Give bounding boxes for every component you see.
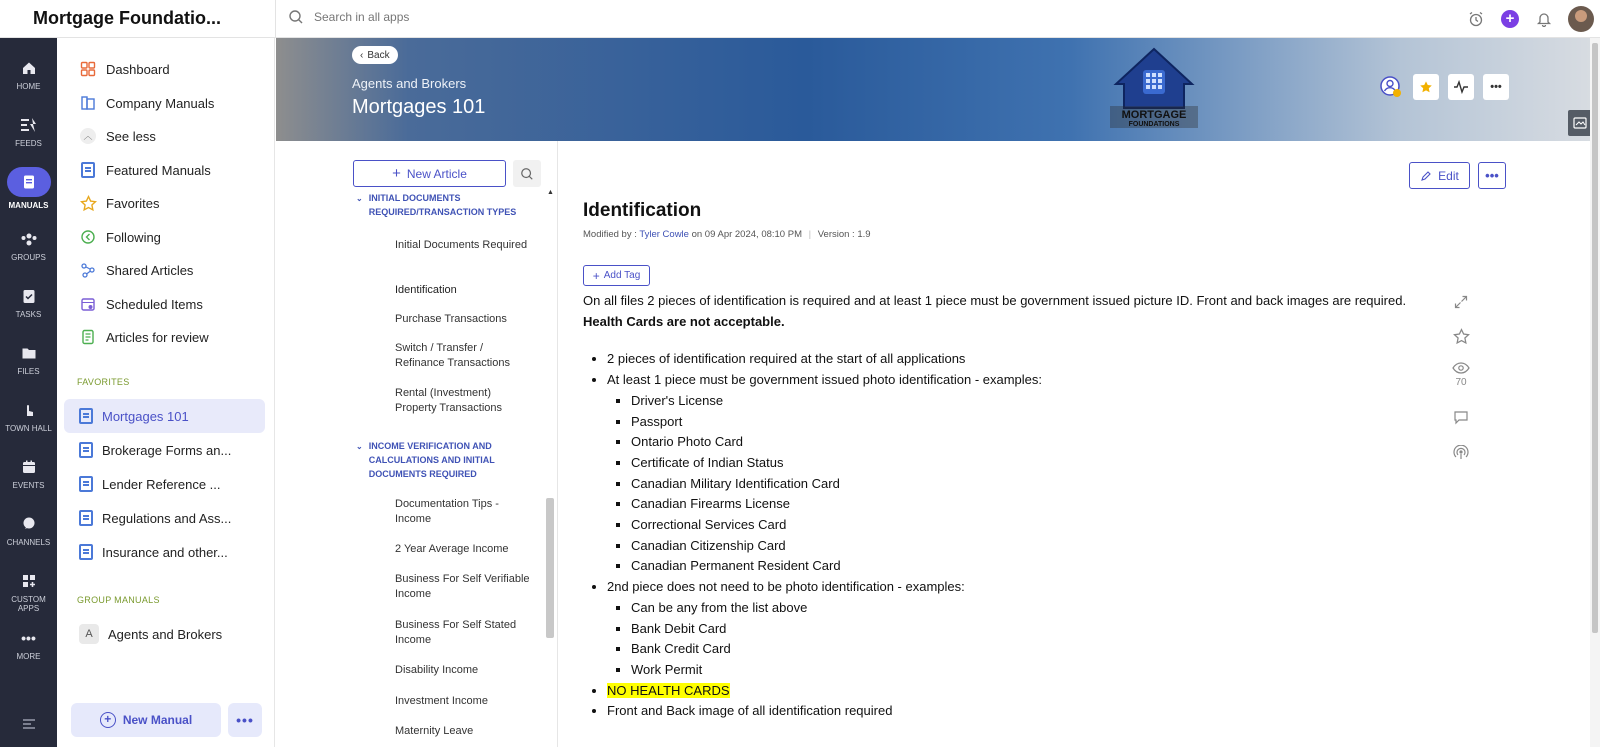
alarm-icon[interactable]: [1466, 9, 1486, 29]
sidebar-item-label: Dashboard: [106, 61, 170, 77]
book-icon: [79, 544, 93, 560]
collapse-icon: [19, 714, 39, 734]
list-item: ▪ Ontario Photo Card: [631, 432, 1453, 453]
list-item: ▪ Bank Credit Card: [631, 639, 1453, 660]
manuals-icon: [7, 167, 51, 197]
rail-channels[interactable]: [0, 514, 57, 547]
rail-label: GROUPS: [11, 253, 46, 262]
list-item-text: 2nd piece does not need to be photo identification - examples:: [607, 579, 965, 595]
favorite-star-button[interactable]: [1413, 74, 1439, 100]
intro-text: [583, 291, 1453, 332]
share-icon: [79, 261, 97, 279]
groups-icon: [19, 229, 39, 249]
favorite-label: Brokerage Forms an...: [102, 442, 232, 458]
favorite-label: Insurance and other...: [102, 544, 228, 560]
toc-article[interactable]: Switch / Transfer / Refinance Transactions: [395, 342, 510, 369]
favorite-label: Regulations and Ass...: [102, 510, 232, 526]
rail-home[interactable]: [0, 58, 57, 91]
chevron-down-icon: ⌄: [356, 442, 363, 451]
toc-search-button[interactable]: [513, 160, 541, 187]
list-item: [607, 577, 1453, 681]
banner-subtitle: Agents and Brokers: [352, 76, 467, 91]
more-icon: •••: [21, 630, 36, 646]
sidebar-see-less[interactable]: [79, 124, 156, 148]
sidebar-item-label: Featured Manuals: [106, 162, 211, 178]
sidebar-item-following[interactable]: [79, 225, 161, 249]
new-manual-button[interactable]: [71, 703, 221, 737]
search-icon: [288, 9, 304, 25]
toc-section-title: INCOME VERIFICATION AND CALCULATIONS AND INITIAL DOCUMENTS REQUIRED: [368, 441, 495, 479]
sidebar-item-featured-manuals[interactable]: [79, 158, 211, 182]
activity-button[interactable]: [1448, 74, 1474, 100]
rail-label: CHANNELS: [6, 538, 51, 547]
favorites-header: FAVORITES: [77, 377, 130, 387]
sidebar-item-label: Company Manuals: [106, 95, 215, 111]
edit-label: Edit: [1438, 168, 1459, 183]
book-icon: [79, 408, 93, 424]
toc-article[interactable]: Documentation Tips - Income: [395, 498, 499, 525]
hand-icon: [19, 400, 39, 420]
scroll-up-arrow-icon[interactable]: ▲: [547, 189, 554, 196]
list-item-text: At least 1 piece must be government issued photo identification - examples:: [607, 372, 1043, 388]
list-item: ▪ Correctional Services Card: [631, 515, 1453, 536]
sidebar-item-label: Favorites: [106, 195, 160, 211]
rail-label: MANUALS: [8, 201, 49, 210]
list-item: ▪ Passport: [631, 412, 1453, 433]
scrollbar-thumb[interactable]: [1592, 43, 1598, 633]
rail-more[interactable]: [0, 628, 57, 661]
list-item: ▪ Bank Debit Card: [631, 619, 1453, 640]
chevron-up-icon: ︿: [79, 127, 97, 145]
add-tag-button[interactable]: [583, 265, 650, 286]
rail-manuals[interactable]: [0, 167, 57, 210]
rail-label: MORE: [16, 652, 41, 661]
group-letter-badge: A: [79, 624, 99, 644]
intro-bold: Health Cards are not acceptable.: [583, 313, 785, 329]
author-link[interactable]: Tyler Cowle: [639, 229, 689, 240]
plus-icon[interactable]: +: [1500, 9, 1520, 29]
user-status-icon[interactable]: [1378, 74, 1404, 100]
home-icon: [19, 58, 39, 78]
rail-events[interactable]: [0, 457, 57, 490]
group-label: Agents and Brokers: [108, 626, 223, 642]
org-title[interactable]: Mortgage Foundatio...: [33, 8, 221, 28]
meta-version: Version : 1.9: [817, 229, 871, 240]
list-item: ▪ Canadian Military Identification Card: [631, 474, 1453, 495]
new-article-button[interactable]: [353, 160, 506, 187]
book-icon: [79, 442, 93, 458]
views-counter: [1446, 362, 1476, 388]
plus-icon: +: [592, 268, 600, 283]
intro-sentence: On all files 2 pieces of identification is required and at least 1 piece must be government issued picture ID. Front and back images are required.: [583, 293, 1407, 308]
chevron-left-icon: ‹: [360, 49, 364, 61]
plus-icon: +: [100, 712, 116, 728]
banner-edit-image-button[interactable]: [1568, 110, 1592, 136]
global-search[interactable]: [288, 9, 409, 25]
eye-icon: [1452, 362, 1470, 374]
svg-text:MORTGAGE: MORTGAGE: [1121, 109, 1187, 121]
rail-label: FILES: [17, 367, 40, 376]
favorite-mortgages-101[interactable]: [64, 399, 265, 433]
rail-label: HOME: [16, 82, 41, 91]
rail-feeds[interactable]: [0, 115, 57, 148]
favorite-label: Mortgages 101: [102, 408, 189, 424]
following-icon: [79, 228, 97, 246]
search-placeholder: Search in all apps: [314, 10, 410, 24]
star-icon[interactable]: [1446, 328, 1476, 345]
podcast-icon[interactable]: [1446, 445, 1476, 461]
group-agents-and-brokers[interactable]: [64, 617, 265, 651]
search-icon: [520, 167, 534, 181]
pencil-icon: [1420, 170, 1432, 182]
article-pane: [559, 141, 1600, 747]
calendar-icon: [19, 457, 39, 477]
app-rail: [0, 38, 57, 747]
meta-prefix: Modified by :: [583, 229, 640, 240]
chevron-down-icon: ⌄: [356, 194, 363, 203]
scheduled-icon: [79, 295, 97, 313]
toc-article[interactable]: Purchase Transactions: [395, 313, 507, 325]
book-icon: [79, 476, 93, 492]
edit-button[interactable]: [1409, 162, 1470, 189]
article-meta: [583, 229, 871, 240]
review-icon: [79, 328, 97, 346]
rail-label: CUSTOM APPS: [11, 595, 46, 613]
toc-section-title: INITIAL DOCUMENTS REQUIRED/TRANSACTION TYPES: [368, 193, 517, 217]
list-item: ▪ Canadian Citizenship Card: [631, 536, 1453, 557]
sidebar-item-label: Articles for review: [106, 329, 209, 345]
add-tag-label: Add Tag: [603, 270, 641, 281]
list-item: ▪ Canadian Permanent Resident Card: [631, 556, 1453, 577]
toc-article[interactable]: Business For Self Stated Income: [395, 619, 517, 646]
banner-actions: [1378, 74, 1509, 100]
page-scrollbar[interactable]: [1590, 38, 1600, 747]
toc-article-active[interactable]: Identification: [395, 284, 457, 296]
rail-label: TOWN HALL: [5, 424, 52, 433]
banner-title: Mortgages 101: [352, 96, 486, 118]
rail-custom-apps[interactable]: [0, 571, 57, 613]
manuals-sidebar: [57, 38, 275, 747]
top-bar: [0, 0, 1600, 38]
toc-section-initial-documents[interactable]: [356, 191, 531, 219]
toc-article[interactable]: Initial Documents Required: [395, 239, 528, 251]
book-icon: [79, 510, 93, 526]
article-body: [583, 291, 1453, 722]
sidebar-item-shared-articles[interactable]: [79, 258, 193, 282]
list-item: • Front and Back image of all identification required: [607, 701, 1453, 722]
sidebar-item-label: See less: [106, 128, 156, 144]
plus-icon: +: [392, 165, 401, 182]
article-toc: [276, 141, 558, 747]
list-item: ▪ Can be any from the list above: [631, 598, 1453, 619]
article-more-button[interactable]: •••: [1478, 162, 1506, 189]
meta-separator: |: [808, 229, 812, 240]
meta-date: on 09 Apr 2024, 08:10 PM: [688, 229, 802, 240]
sidebar-item-articles-for-review[interactable]: [79, 325, 209, 349]
star-icon: [79, 194, 97, 212]
sub-list: [607, 391, 1453, 577]
sidebar-item-label: Shared Articles: [106, 262, 194, 278]
sidebar-item-scheduled-items[interactable]: [79, 292, 203, 316]
dashboard-icon: [79, 60, 97, 78]
top-icons: [1466, 0, 1600, 38]
list-item: ▪ Work Permit: [631, 660, 1453, 681]
favorite-label: Lender Reference ...: [102, 476, 221, 492]
toc-section-income-verification[interactable]: [356, 439, 531, 481]
mortgage-foundations-logo: [1104, 46, 1204, 128]
new-article-label: New Article: [406, 166, 467, 181]
rail-townhall[interactable]: [0, 400, 57, 433]
toc-article[interactable]: 2 Year Average Income: [395, 543, 509, 555]
article-title: Identification: [583, 200, 702, 221]
favorite-regulations[interactable]: [64, 501, 265, 535]
rail-groups[interactable]: [0, 229, 57, 262]
list-item: • 2 pieces of identification required at the start of all applications: [607, 349, 1453, 370]
new-manual-label: New Manual: [122, 713, 193, 727]
rail-label: EVENTS: [12, 481, 45, 490]
toc-article[interactable]: Investment Income: [395, 695, 488, 707]
feeds-icon: [19, 115, 39, 135]
channels-icon: [19, 514, 39, 534]
rail-tasks[interactable]: [0, 286, 57, 319]
toc-article[interactable]: Rental (Investment) Property Transactions: [395, 387, 502, 414]
back-button[interactable]: [352, 46, 398, 64]
list-item: [607, 681, 1453, 702]
book-icon: [79, 161, 97, 179]
manual-banner: [276, 38, 1600, 141]
sidebar-item-label: Following: [106, 229, 161, 245]
list-item: ▪ Driver's License: [631, 391, 1453, 412]
rail-label: FEEDS: [15, 139, 42, 148]
list-item: ▪ Canadian Firearms License: [631, 494, 1453, 515]
rail-files[interactable]: [0, 343, 57, 376]
avatar[interactable]: [1568, 6, 1594, 32]
tasks-icon: [19, 286, 39, 306]
toc-article[interactable]: Business For Self Verifiable Income: [395, 573, 530, 600]
bell-icon[interactable]: [1534, 9, 1554, 29]
company-manuals-icon: [79, 94, 97, 112]
highlighted-warning: NO HEALTH CARDS: [607, 682, 730, 698]
toc-scrollbar[interactable]: [546, 498, 554, 638]
sidebar-item-company-manuals[interactable]: [79, 91, 214, 115]
collapse-rail-button[interactable]: [0, 714, 57, 738]
apps-icon: [19, 571, 39, 591]
banner-more-button[interactable]: •••: [1483, 74, 1509, 100]
comment-icon[interactable]: [1446, 409, 1476, 425]
requirements-list: [583, 349, 1453, 722]
favorite-insurance[interactable]: [64, 535, 265, 569]
favorite-lender-reference[interactable]: [64, 467, 265, 501]
folder-icon: [19, 343, 39, 363]
group-manuals-header: GROUP MANUALS: [77, 595, 160, 605]
list-item: [607, 370, 1453, 577]
favorite-brokerage-forms[interactable]: [64, 433, 265, 467]
svg-text:FOUNDATIONS: FOUNDATIONS: [1128, 121, 1180, 128]
sidebar-item-label: Scheduled Items: [106, 296, 203, 312]
back-label: Back: [367, 49, 390, 61]
sidebar-more-button[interactable]: •••: [228, 703, 262, 737]
sub-list: [607, 598, 1453, 681]
expand-icon[interactable]: [1446, 294, 1476, 310]
divider: [275, 0, 276, 38]
list-item: ▪ Certificate of Indian Status: [631, 453, 1453, 474]
toc-article[interactable]: Disability Income: [395, 664, 479, 676]
views-count: 70: [1455, 377, 1467, 388]
sidebar-item-dashboard[interactable]: [79, 57, 170, 81]
rail-label: TASKS: [15, 310, 42, 319]
sidebar-item-favorites[interactable]: [79, 191, 159, 215]
toc-article[interactable]: Maternity Leave: [395, 725, 474, 737]
